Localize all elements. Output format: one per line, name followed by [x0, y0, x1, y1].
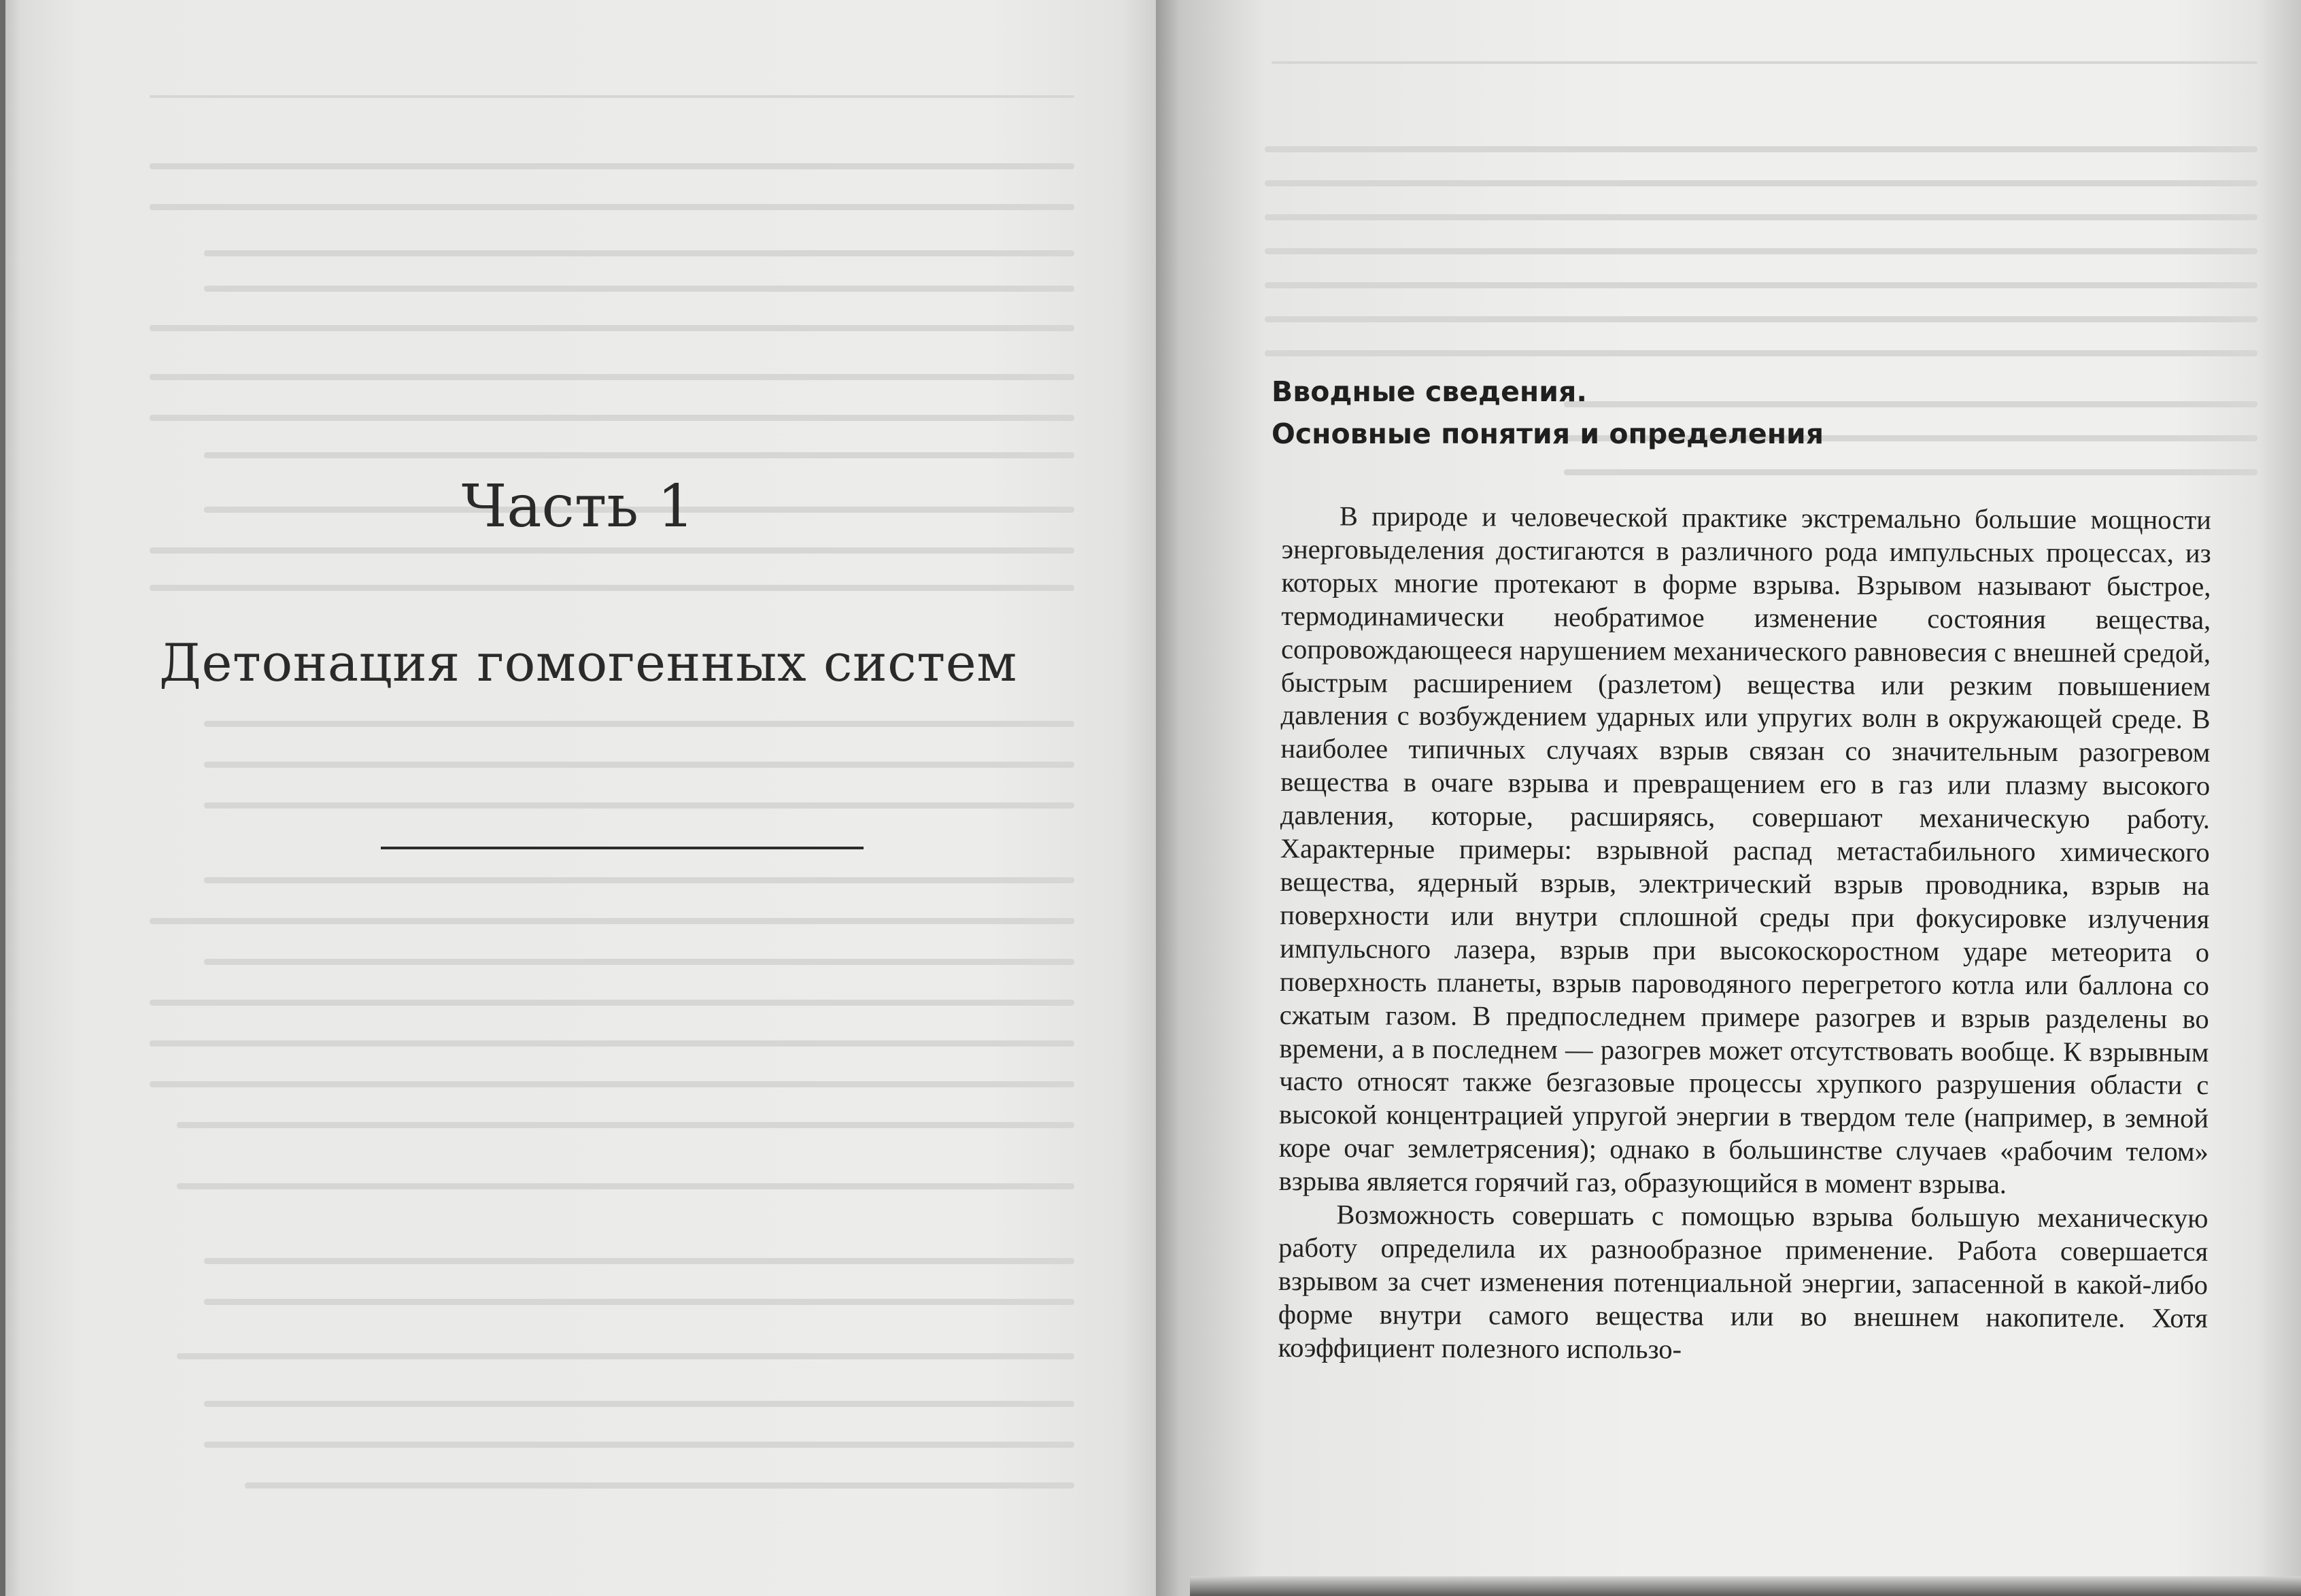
page-bottom-shadow: [1190, 1576, 2301, 1596]
chapter-title-line-1: Вводные сведения.: [1272, 375, 1587, 408]
chapter-heading: [1272, 371, 1951, 455]
part-number: Часть 1: [461, 473, 695, 541]
chapter-title-line-2: Основные понятия и определения: [1272, 418, 1824, 450]
title-rule: [381, 847, 864, 849]
body-text: [1278, 500, 2211, 1369]
part-title: Детонация гомогенных систем: [159, 632, 1017, 693]
paragraph: В природе и человеческой практике экстремально большие мощности энерговыделения достигаются в различного рода импульсных процессах, из которых многие протекают в форме взрыва. Взрывом называют быстрое, термодинамически необратимое изменение состояния вещества, сопровождающееся нарушением механического равновесия с внешней средой, быстрым расширением (разлетом) вещества или резким повышением давления с возбуждением ударных или упругих волн в окружающей среде. В наиболее типичных случаях взрыв связан со значительным разогревом вещества в очаге взрыва и превращением его в газ или плазму высокого давления, которые, расширяясь, совершают механическую работу. Характерные примеры: взрывной распад метастабильного химического вещества, ядерный взрыв, электрический взрыв проводника, взрыв на поверхности или внутри сплошной среды при фокусировке излучения импульсного лазера, взрыв при высокоскоростном ударе метеорита о поверхность планеты, взрыв пароводяного перегретого котла или баллона со сжатым газом. В предпоследнем примере разогрев и взрыв разделены во времени, а в последнем — разогрев может отсутствовать вообще. К взрывным часто относят также безгазовые процессы хрупкого разрушения области с высокой концентрацией упругой энергии в твердом теле (например, в земной коре очаг землетрясения); однако в большинстве случаев «рабочим телом» взрыва является горячий газ, образующийся в момент взрыва.: [1278, 500, 2211, 1200]
paragraph: Возможность совершать с помощью взрыва большую механическую работу определила их разнообразное применение. Работа совершается взрывом за счет изменения потенциальной энергии, запасенной в какой-либо форме внутри самого вещества или во внешнем накопителе. Хотя коэффициент полезного использо-: [1278, 1199, 2209, 1365]
